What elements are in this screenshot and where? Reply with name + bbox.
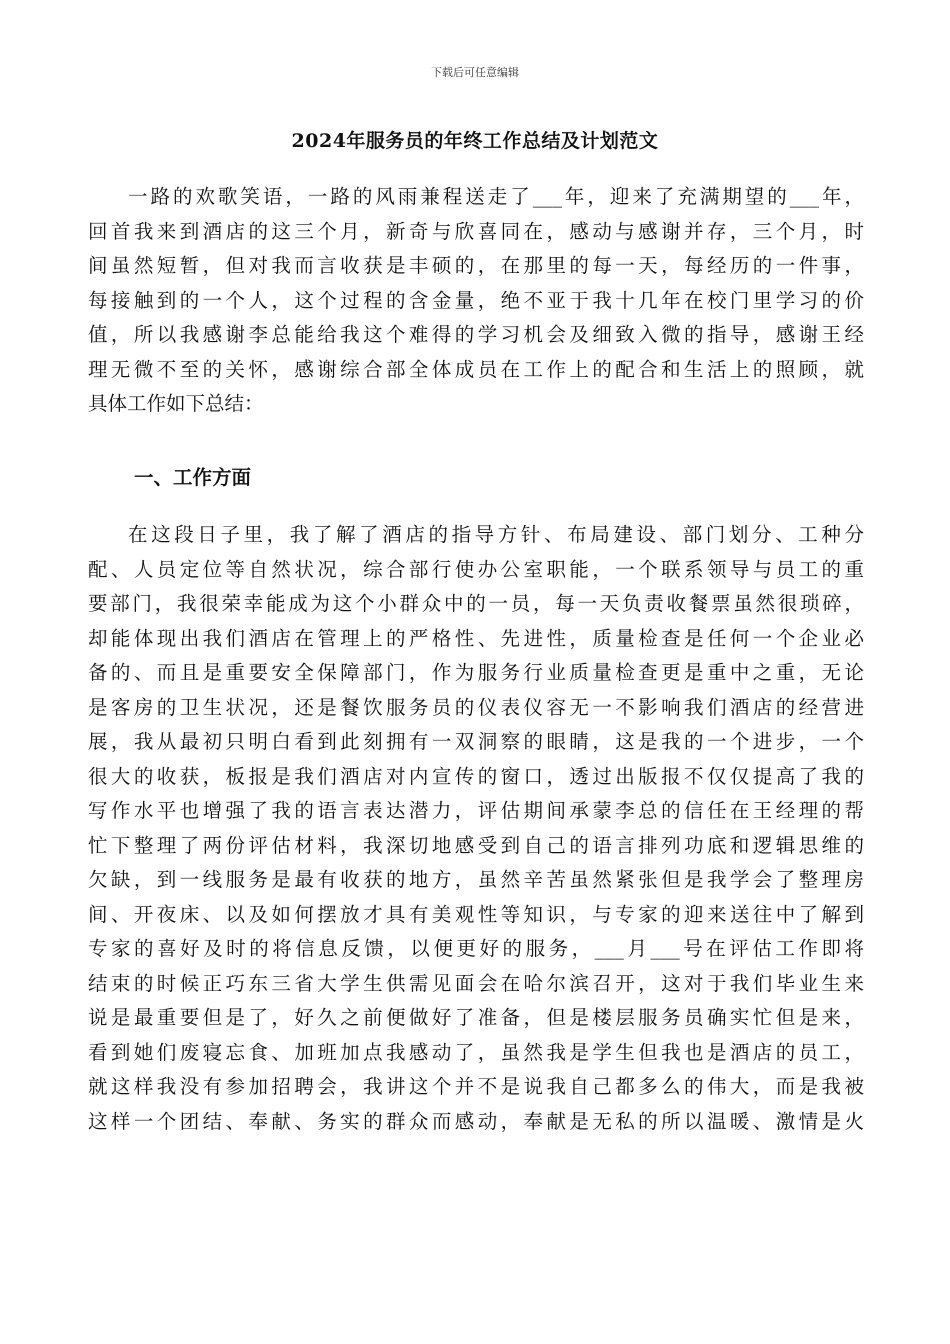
paragraph-line: 说是最重要但是了，好久之前便做好了准备，但是楼层服务员确实忙但是来， xyxy=(88,1006,864,1029)
paragraph-line: 间虽然短暂，但对我而言收获是丰硕的，在那里的每一天，每经历的一件事， xyxy=(88,254,864,277)
paragraph-line: 配、人员定位等自然状况，综合部行使办公室职能，一个联系领导与员工的重 xyxy=(88,557,864,581)
section-paragraph xyxy=(88,518,864,1139)
section-heading: 一、工作方面 xyxy=(134,466,252,489)
paragraph-line: 这样一个团结、奉献、务实的群众而感动，奉献是无私的所以温暖、激情是火 xyxy=(88,1109,864,1133)
page-header-note: 下载后可任意编辑 xyxy=(431,66,519,79)
paragraph-line: 忙下整理了两份评估材料，我深切地感受到自己的语言排列功底和逻辑思维的 xyxy=(88,833,864,857)
paragraph-line: 结束的时候正巧东三省大学生供需见面会在哈尔滨召开，这对于我们毕业生来 xyxy=(88,971,864,995)
paragraph-line: 写作水平也增强了我的语言表达潜力，评估期间承蒙李总的信任在王经理的帮 xyxy=(88,799,864,822)
paragraph-line: 每接触到的一个人，这个过程的含金量，绝不亚于我十几年在校门里学习的价 xyxy=(88,288,864,312)
paragraph-line: 却能体现出我们酒店在管理上的严格性、先进性，质量检查是任何一个企业必 xyxy=(88,626,864,650)
intro-paragraph xyxy=(88,180,864,422)
paragraph-line: 是客房的卫生状况，还是餐饮服务员的仪表仪容无一不影响我们酒店的经营进 xyxy=(88,695,864,719)
paragraph-line: 欠缺，到一线服务是最有收获的地方，虽然辛苦虽然紧张但是我学会了整理房 xyxy=(88,868,864,891)
paragraph-line: 具体工作如下总结： xyxy=(88,392,264,415)
paragraph-line: 回首我来到酒店的这三个月，新奇与欣喜同在，感动与感谢并存，三个月，时 xyxy=(88,219,864,243)
paragraph-line: 展，我从最初只明白看到此刻拥有一双洞察的眼睛，这是我的一个进步，一个 xyxy=(88,730,864,753)
paragraph-line: 值，所以我感谢李总能给我这个难得的学习机会及细致入微的指导，感谢王经 xyxy=(88,323,864,346)
paragraph-line: 专家的喜好及时的将信息反馈，以便更好的服务，___月___号在评估工作即将 xyxy=(88,937,864,960)
paragraph-line: 间、开夜床、以及如何摆放才具有美观性等知识，与专家的迎来送往中了解到 xyxy=(88,902,864,926)
paragraph-line: 要部门，我很荣幸能成为这个小群众中的一员，每一天负责收餐票虽然很琐碎， xyxy=(88,592,864,615)
document-title: 2024年服务员的年终工作总结及计划范文 xyxy=(291,130,659,152)
paragraph-line: 就这样我没有参加招聘会，我讲这个并不是说我自己都多么的伟大，而是我被 xyxy=(88,1075,864,1098)
paragraph-line: 备的、而且是重要安全保障部门，作为服务行业质量检查更是重中之重，无论 xyxy=(88,661,864,684)
paragraph-line: 很大的收获，板报是我们酒店对内宣传的窗口，透过出版报不仅仅提高了我的 xyxy=(88,764,864,788)
paragraph-line: 理无微不至的关怀，感谢综合部全体成员在工作上的配合和生活上的照顾，就 xyxy=(88,357,864,381)
paragraph-line: 在这段日子里，我了解了酒店的指导方针、布局建设、部门划分、工种分 xyxy=(128,523,864,546)
paragraph-line: 看到她们废寝忘食、加班加点我感动了，虽然我是学生但我也是酒店的员工， xyxy=(88,1040,864,1064)
paragraph-line: 一路的欢歌笑语，一路的风雨兼程送走了___年，迎来了充满期望的___年， xyxy=(128,185,864,208)
